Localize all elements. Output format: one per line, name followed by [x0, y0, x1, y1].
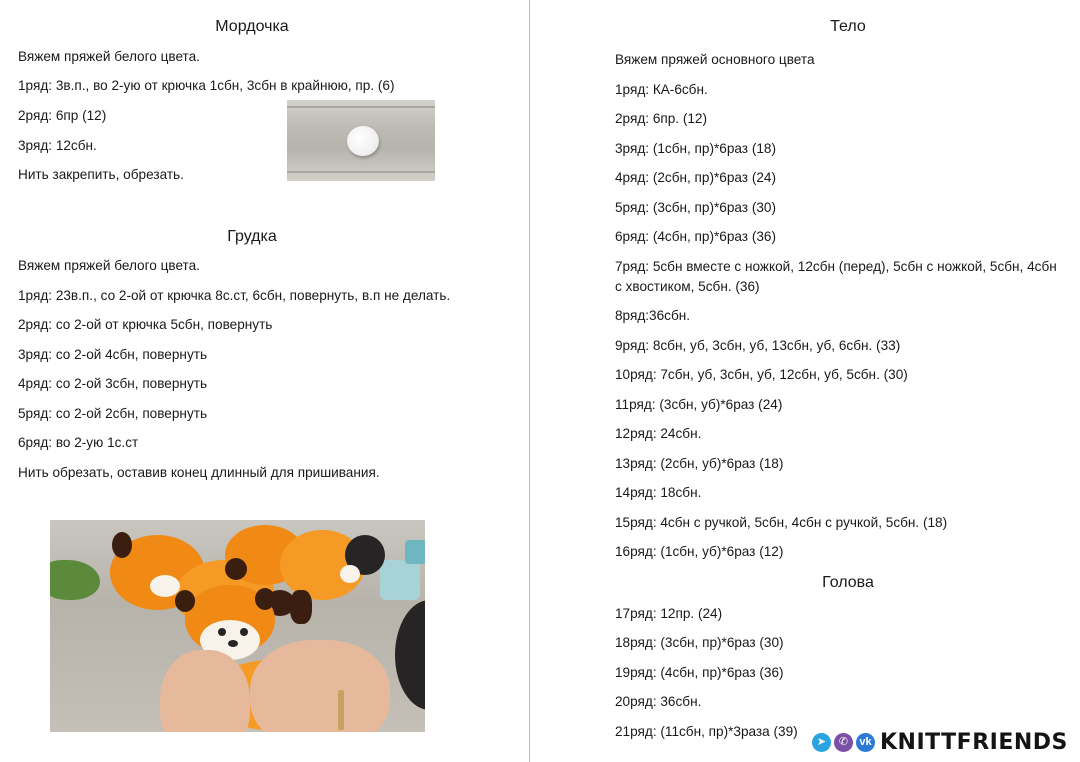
viber-icon: ✆	[834, 733, 853, 752]
knittfriends-logo	[812, 729, 1068, 755]
fox-toys-photo	[50, 520, 425, 732]
text-line: 20ряд: 36сбн.	[615, 694, 702, 709]
vk-icon: vk	[856, 733, 875, 752]
text-line: Вяжем пряжей белого цвета.	[18, 258, 200, 273]
section-title-mordochka: Мордочка	[215, 18, 289, 35]
text-line: Вяжем пряжей белого цвета.	[18, 49, 200, 64]
text-line: 2ряд: 6пр (12)	[18, 108, 107, 123]
text-line: Вяжем пряжей основного цвета	[615, 52, 815, 67]
text-line: 11ряд: (3сбн, уб)*6раз (24)	[615, 397, 783, 412]
section-title-grudka: Грудка	[227, 228, 277, 245]
section-title-golova: Голова	[822, 574, 874, 591]
text-line: 6ряд: во 2-ую 1с.ст	[18, 435, 139, 450]
text-line: 5ряд: (3сбн, пр)*6раз (30)	[615, 200, 776, 215]
page-divider	[529, 0, 530, 762]
text-line: 3ряд: (1сбн, пр)*6раз (18)	[615, 141, 776, 156]
section-title-telo: Тело	[830, 18, 866, 35]
text-line: 1ряд: КА-6сбн.	[615, 82, 708, 97]
text-line: 17ряд: 12пр. (24)	[615, 606, 723, 621]
text-line: 2ряд: со 2-ой от крючка 5сбн, повернуть	[18, 317, 273, 332]
brand-name: KNITTFRIENDS	[880, 729, 1068, 755]
text-line: 2ряд: 6пр. (12)	[615, 111, 708, 126]
text-line: 7ряд: 5сбн вместе с ножкой, 12сбн (перед), 5сбн с ножкой, 5сбн, 4сбн с хвостиком, 5сбн. (36)	[615, 259, 1057, 294]
text-line: 16ряд: (1сбн, уб)*6раз (12)	[615, 544, 784, 559]
text-line: 10ряд: 7сбн, уб, 3сбн, уб, 12сбн, уб, 5сбн. (30)	[615, 367, 908, 382]
text-line: 15ряд: 4сбн с ручкой, 5сбн, 4сбн с ручкой, 5сбн. (18)	[615, 515, 948, 530]
text-line: 5ряд: со 2-ой 2сбн, повернуть	[18, 406, 208, 421]
text-line: 3ряд: 12сбн.	[18, 138, 97, 153]
text-line: 21ряд: (11сбн, пр)*3раза (39)	[615, 724, 798, 739]
text-line: 8ряд:36сбн.	[615, 308, 691, 323]
text-line: 13ряд: (2сбн, уб)*6раз (18)	[615, 456, 784, 471]
telegram-icon: ➤	[812, 733, 831, 752]
text-line: 1ряд: 23в.п., со 2-ой от крючка 8с.ст, 6сбн, повернуть, в.п не делать.	[18, 288, 451, 303]
text-line: 14ряд: 18сбн.	[615, 485, 702, 500]
text-line: Нить обрезать, оставив конец длинный для пришивания.	[18, 465, 380, 480]
text-line: 18ряд: (3сбн, пр)*6раз (30)	[615, 635, 784, 650]
white-ball	[347, 126, 379, 156]
text-line: 19ряд: (4сбн, пр)*6раз (36)	[615, 665, 784, 680]
text-line: Нить закрепить, обрезать.	[18, 167, 184, 182]
text-line: 9ряд: 8сбн, уб, 3сбн, уб, 13сбн, уб, 6сбн. (33)	[615, 338, 901, 353]
text-line: 1ряд: 3в.п., во 2-ую от крючка 1сбн, 3сбн в крайнюю, пр. (6)	[18, 78, 395, 93]
text-line: 6ряд: (4сбн, пр)*6раз (36)	[615, 229, 776, 244]
text-line: 12ряд: 24сбн.	[615, 426, 702, 441]
text-line: 4ряд: (2сбн, пр)*6раз (24)	[615, 170, 776, 185]
text-line: 4ряд: со 2-ой 3сбн, повернуть	[18, 376, 208, 391]
text-line: 3ряд: со 2-ой 4сбн, повернуть	[18, 347, 208, 362]
white-ball-photo	[287, 100, 435, 181]
